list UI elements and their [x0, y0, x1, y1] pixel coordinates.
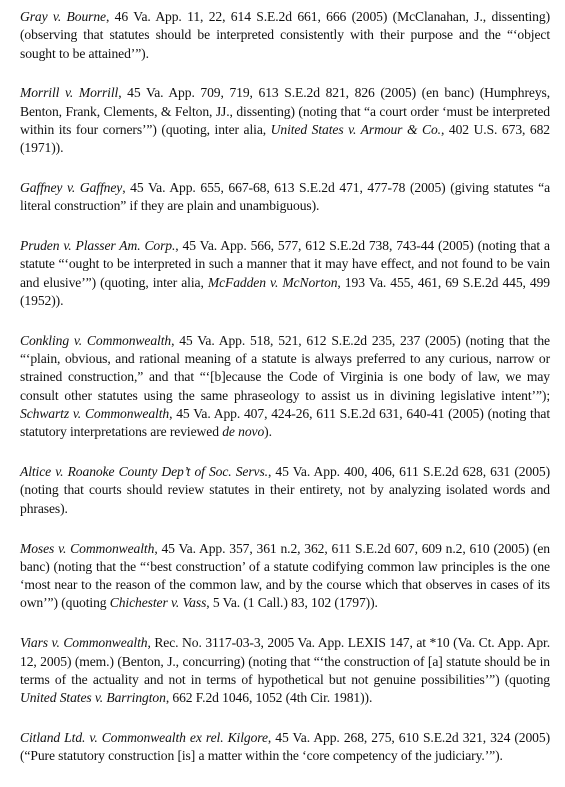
citation-list — [20, 8, 550, 787]
cited-case-name: Schwartz v. Commonwealth — [20, 406, 170, 422]
citation-entry — [20, 540, 550, 613]
case-name: Pruden v. Plasser Am. Corp. — [20, 238, 176, 254]
citation-text: , 45 Va. App. 566, 577, 612 S.E.2d 738, 743-44 (2005) (noting that a statute “‘ought to be interpreted in such a manner that it may have effect, and not found to be vain and elusive’”) (quoting, inter alia, — [20, 238, 550, 290]
case-name: Citland Ltd. v. Commonwealth ex rel. Kilgore — [20, 729, 268, 745]
citation-entry — [20, 463, 550, 518]
citation-text: , 45 Va. App. 407, 424-26, 611 S.E.2d 631, 640-41 (2005) (noting that statutory interpretations are reviewed — [20, 406, 550, 440]
citation-entry — [20, 8, 550, 63]
citation-entry — [20, 729, 550, 766]
case-name: Gray v. Bourne — [20, 9, 106, 24]
latin-phrase: de novo — [222, 424, 265, 440]
case-name: Altice v. Roanoke County Dep’t of Soc. Servs. — [20, 464, 268, 480]
citation-entry — [20, 84, 550, 157]
cited-case-name: Chichester v. Vass — [109, 595, 207, 611]
citation-text: , Rec. No. 3117-03-3, 2005 Va. App. LEXIS 147, at *10 (Va. Ct. App. Apr. 12, 2005) (mem.) (Benton, J., concurring) (noting that “‘the construction of [a] statute should be in terms of the actuality and not in terms of hypothetical but not genuine possibilities’”) (quoting — [20, 635, 550, 687]
case-name: Gaffney v. Gaffney — [20, 180, 123, 196]
citation-text: , 45 Va. App. 357, 361 n.2, 362, 611 S.E.2d 607, 609 n.2, 610 (2005) (en banc) (noting that the “‘best construction’ of a statute codifying common law principles is the one ‘most near to the reason of the common law, and by the course which that observes in cases of its own’”) (quoting — [20, 540, 550, 611]
citation-entry — [20, 179, 550, 216]
cited-case-name: McFadden v. McNorton — [207, 274, 338, 290]
citation-text: , 193 Va. 455, 461, 69 S.E.2d 445, 499 (1952)). — [20, 274, 551, 309]
cited-case-name: United States v. Armour & Co. — [270, 121, 441, 137]
citation-text: , 45 Va. App. 709, 719, 613 S.E.2d 821, 826 (2005) (en banc) (Humphreys, Benton, Frank, Clements, & Felton, JJ., dissenting) (noting that “a court order ‘must be interpreted within its four corners’”) (quoting, inter alia, — [20, 85, 551, 137]
case-name: Moses v. Commonwealth — [20, 540, 155, 556]
citation-entry — [20, 237, 550, 310]
citation-text: , 45 Va. App. 518, 521, 612 S.E.2d 235, 237 (2005) (noting that the “‘plain, obvious, and rational meaning of a statute is always preferred to any curious, narrow or strained construction,” and that “‘[b]ecause the Code of Virginia is one body of law, we may consult other statutes using the same phraseology to assist us in divining legislative intent’”); — [20, 332, 550, 403]
case-name: Viars v. Commonwealth — [20, 635, 148, 651]
citation-text: , 5 Va. (1 Call.) 83, 102 (1797)). — [206, 595, 378, 611]
citation-text: , 662 F.2d 1046, 1052 (4th Cir. 1981)). — [165, 690, 373, 706]
citation-text: , 45 Va. App. 655, 667-68, 613 S.E.2d 471, 477-78 (2005) (giving statutes “a literal construction” if they are plain and unambiguous). — [20, 180, 550, 214]
citation-text: ). — [264, 424, 272, 440]
citation-entry — [20, 634, 550, 707]
citation-text: , 45 Va. App. 400, 406, 611 S.E.2d 628, 631 (2005) (noting that courts should review statutes in their entirety, not by analyzing isolated words and phrases). — [20, 464, 551, 516]
citation-text: , 46 Va. App. 11, 22, 614 S.E.2d 661, 666 (2005) (McClanahan, J., dissenting) (observing that statutes should be interpreted consistently with their purpose and the “‘object sought to be attained’”). — [20, 9, 550, 61]
case-name: Morrill v. Morrill — [20, 85, 119, 101]
cited-case-name: United States v. Barrington — [20, 690, 166, 706]
citation-text: , 45 Va. App. 268, 275, 610 S.E.2d 321, 324 (2005) (“Pure statutory construction [is] a matter within the ‘core competency of the judiciary.’”). — [20, 729, 550, 764]
citation-entry — [20, 332, 550, 442]
citation-text: , 402 U.S. 673, 682 (1971)). — [20, 121, 551, 156]
case-name: Conkling v. Commonwealth — [20, 332, 172, 348]
